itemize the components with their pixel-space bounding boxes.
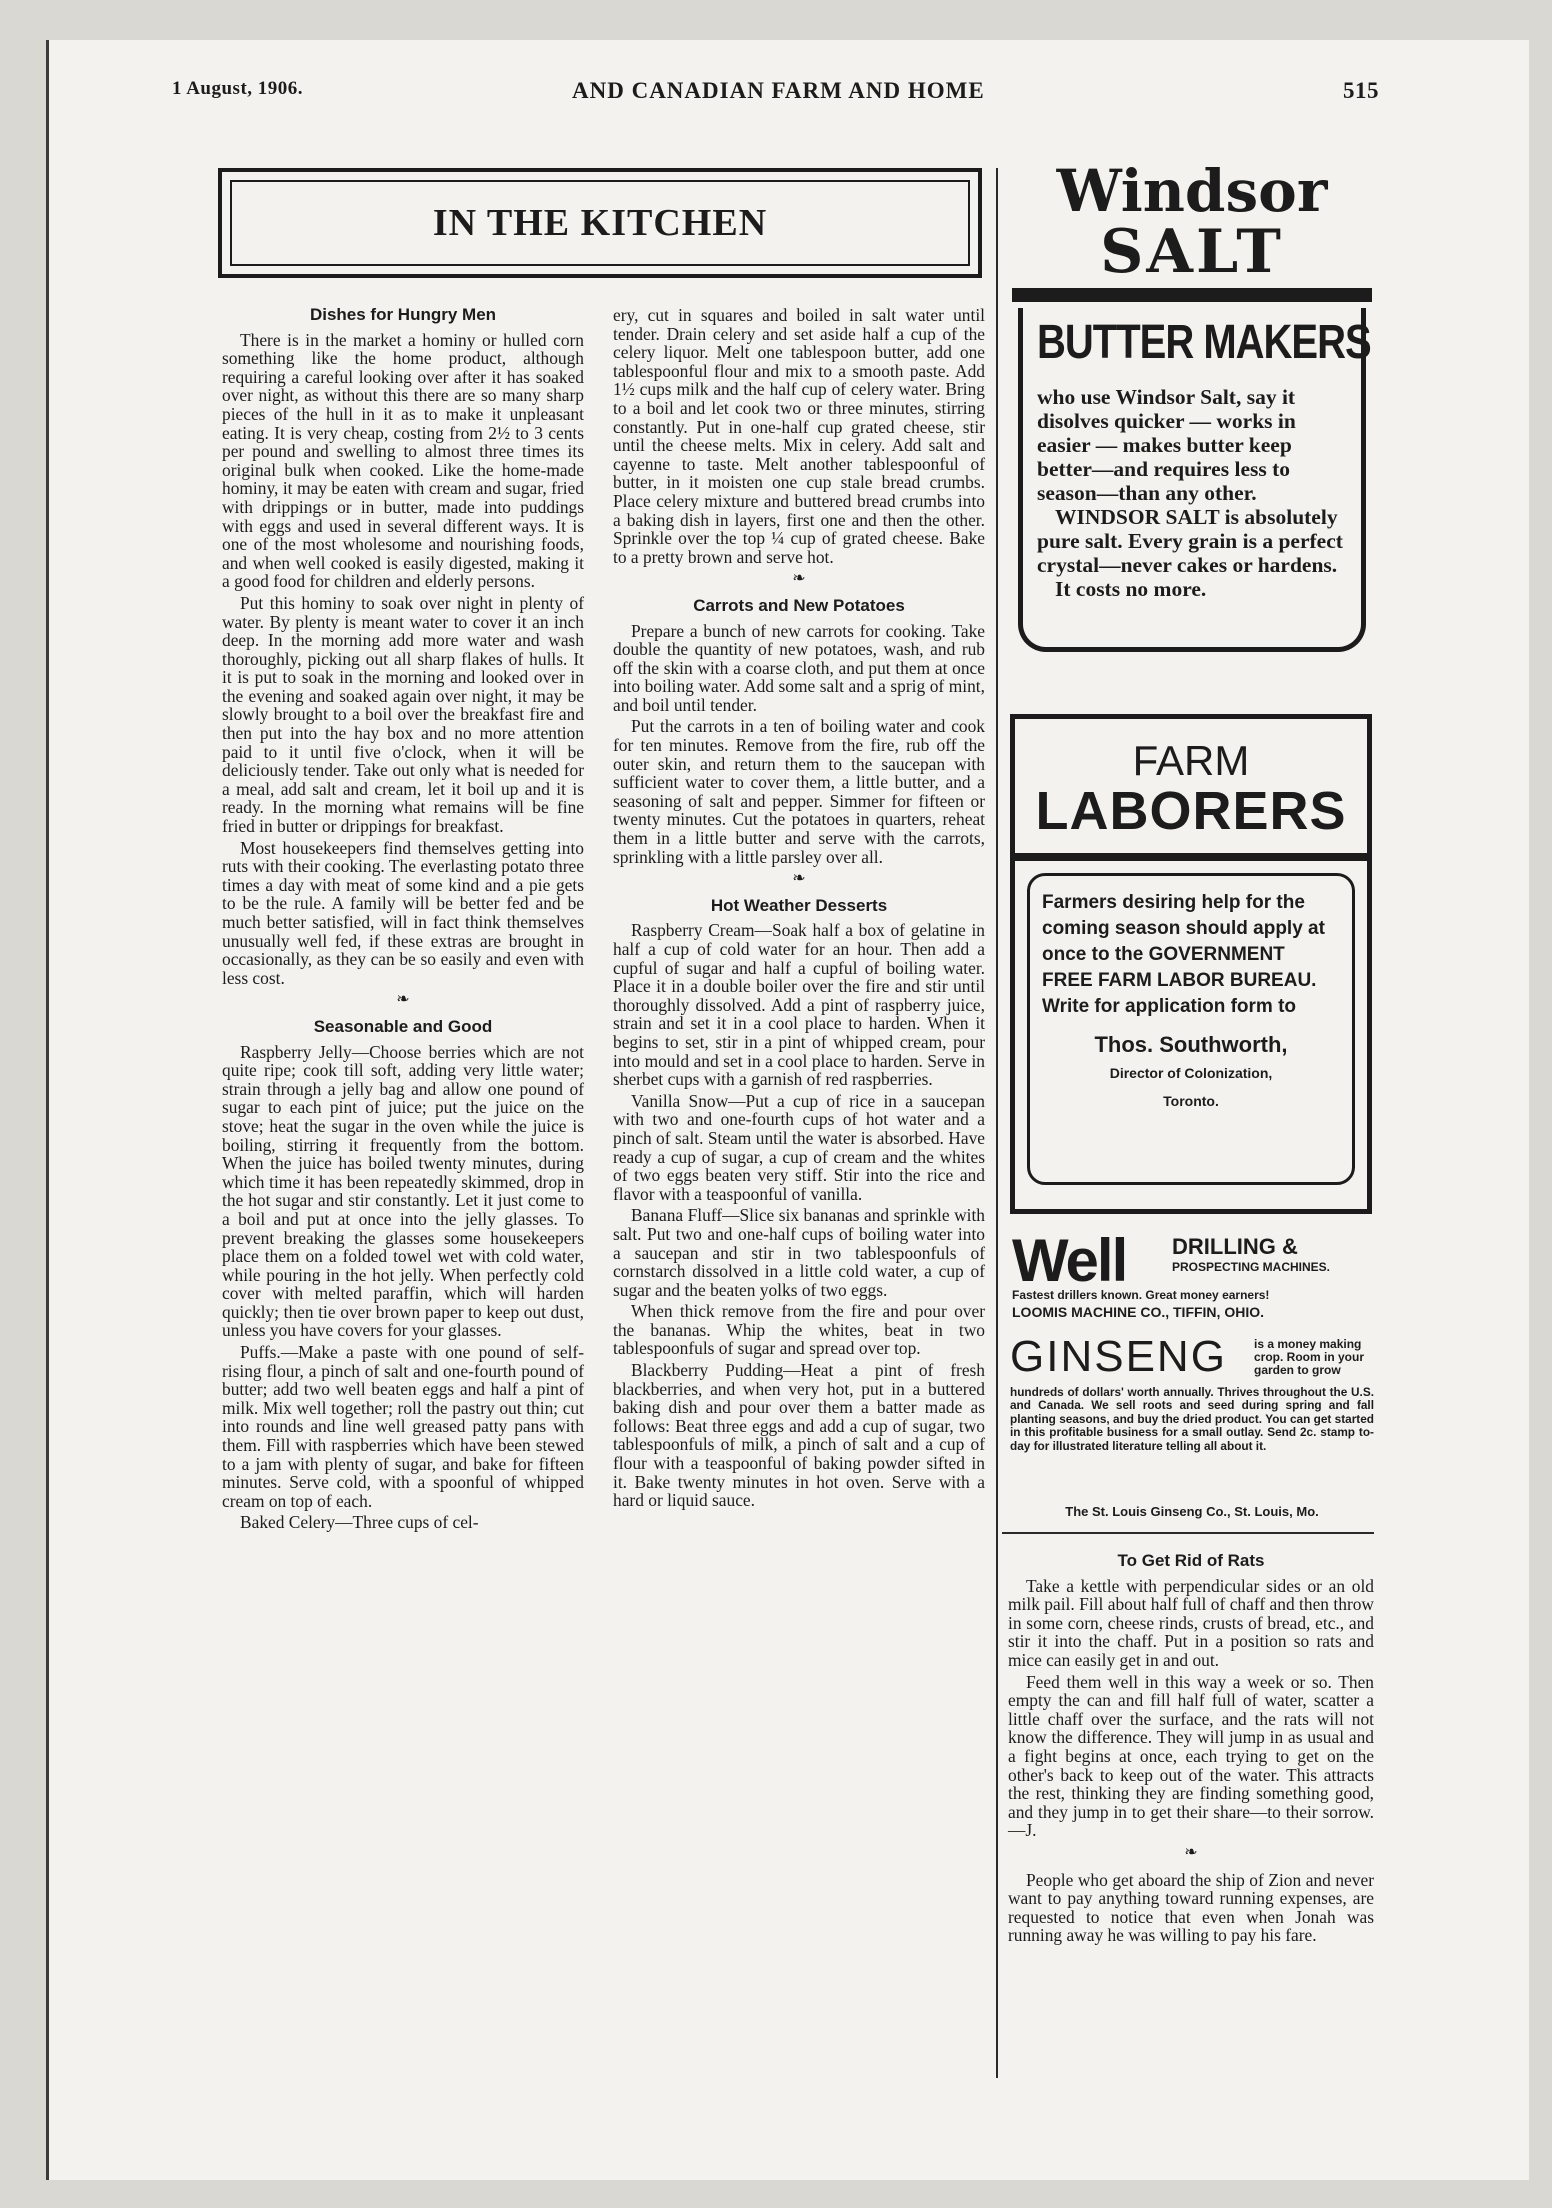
ad-windsor-title: Windsor (1056, 157, 1328, 225)
ad-ginseng-word: GINSENG (1010, 1332, 1227, 1381)
issue-date: 1 August, 1906. (172, 78, 304, 99)
ad-butter-makers: BUTTER MAKERS (1037, 316, 1371, 369)
ad-tagline: Fastest drillers known. Great money earners! (1012, 1288, 1270, 1302)
section-divider (1002, 1532, 1374, 1534)
paragraph: Vanilla Snow—Put a cup of rice in a saucepan with two and one-fourth cups of hot water and a pinch of salt. Steam until the water is absorbed. Have ready a cup of sugar, a cup of cream and the whites of two eggs beaten very stiff. Stir into the rice and flavor with a teaspoonful of vanilla. (613, 1090, 985, 1204)
paragraph: Raspberry Jelly—Choose berries which are not quite ripe; cook till soft, adding very little water; strain through a jelly bag and allow one pound of sugar to each pint of juice; put the juice on the stove; heat the sugar in the oven while the juice is boiling, stirring it frequently from the bottom. When the juice has boiled twenty minutes, during which time it has been repeatedly skimmed, drop in the hot sugar and stir constantly. Let it just come to a boil and put at once into the jelly glasses. To prevent breaking the glasses some housekeepers place them on a folded towel wet with cold water, while pouring in the hot jelly. When perfectly cold cover with melted paraffin, which will harden quickly; then tie over brown paper to keep out dust, unless you have covers for your glasses. (222, 1041, 584, 1341)
ad-laborers-heading: LABORERS (1035, 781, 1347, 841)
ad-rule (1015, 853, 1367, 861)
ad-body (1037, 385, 1347, 601)
ad-well-word: Well (1012, 1227, 1127, 1294)
ad-rule (1012, 288, 1372, 302)
section-title-box (218, 168, 982, 278)
running-title: AND CANADIAN FARM AND HOME (572, 78, 985, 103)
paragraph: Baked Celery—Three cups of cel- (240, 1512, 479, 1533)
section-title: IN THE KITCHEN (432, 202, 768, 244)
paragraph: Puffs.—Make a paste with one pound of self-rising flour, a pinch of salt and one-fourth pound of butter; add two well beaten eggs and half a pint of milk. Mix well together; roll the pastry out thin; cut into rounds and line well greased patty pans with them. Fill with raspberries which have been stewed to a jam with plenty of sugar, and bake for fifteen minutes. Serve cold, with a spoonful of whipped cream on top of each. (222, 1342, 584, 1511)
ad-inner-frame (1027, 873, 1355, 1185)
ad-drilling-text: DRILLING & (1172, 1234, 1298, 1259)
paragraph: Most housekeepers find themselves getting into ruts with their cooking. The everlasting potato three times a day with meat of some kind and a pie gets to be the rule. A family will be better fed and be much better satisfied, will in fact think themselves unusually well fed, if these extras are brought in occasionally, as they can be so easily and even with less cost. (222, 837, 584, 988)
article-heading-carrots: Carrots and New Potatoes (693, 595, 905, 615)
ad-prospecting-text: PROSPECTING MACHINES. (1172, 1260, 1331, 1274)
paragraph: Banana Fluff—Slice six bananas and sprinkle with salt. Put two and one-half cups of boiling water into a saucepan and stir in two tablespoonfuls of cornstarch dissolved in a little cold water, a cup of sugar and the beaten yolks of two eggs. (613, 1205, 985, 1300)
column-1 (222, 300, 584, 1535)
ad-text: It costs no more. (1055, 577, 1207, 601)
paragraph: Put this hominy to soak over night in plenty of water. By plenty is meant water to cover it an inch deep. In the morning add more water and wash thoroughly, picking out all sharp flakes of hulls. It it is put to soak in the morning and looked over in the evening and soaked again over night, it may be slowly brought to a boil over the breakfast fire and then put into the hay box and no more attention paid to it until five o'clock, when it will be deliciously tender. Take out only what is needed for a meal, add salt and cream, let it boil up and it is ready. In the morning what remains will be fine fried in butter or drippings for breakfast. (222, 592, 584, 837)
ad-text: who use Windsor Salt, say it disolves quicker — works in easier — makes butter keep better—and requires less to season—than any other. (1037, 385, 1296, 505)
ad-text: Write for application form to (1042, 996, 1297, 1017)
paragraph: People who get aboard the ship of Zion and never want to pay anything toward running expenses, are requested to notice that even when Jonah was running away he was willing to pay his fare. (1008, 1869, 1374, 1946)
article-heading-desserts: Hot Weather Desserts (710, 895, 888, 915)
paragraph: Prepare a bunch of new carrots for cooking. Take double the quantity of new potatoes, wash, and rub off the skin with a coarse cloth, and put them at once into boiling water. Add some salt and a sprig of mint, and boil until tender. (613, 620, 985, 715)
well-drilling-ad (1012, 1227, 1372, 1320)
fleuron-separator: ❧ (792, 870, 806, 888)
article-heading-seasonable: Seasonable and Good (313, 1016, 493, 1036)
page-number: 515 (1343, 78, 1379, 103)
paragraph: Feed them well in this way a week or so. Then empty the can and fill half full of water, scatter a little chaff over the surface, and the rats will not know the difference. They will jump in as usual and a fight begins at once, each trying to get on the other's back to keep out of the water. This attracts the rest, thinking they are finding something good, and they jump in to get their share—to their sorrow.—J. (1008, 1671, 1374, 1841)
paragraph: ery, cut in squares and boiled in salt water until tender. Drain celery and set aside half a cup of the celery liquor. Melt one tablespoon butter, add one tablespoonful flour and mix to a smooth paste. Add 1½ cups milk and the half cup of celery water. Bring to a boil and let cook two or three minutes, stirring constantly. Put in one-half cup grated cheese, stir until the cheese melts. Mix in celery. Add salt and cayenne to taste. Melt another tablespoonful of butter, in it moisten one cup stale bread crumbs. Place celery mixture and buttered bread crumbs into a baking dish in layers, first one and then the other. Sprinkle over the top ¼ cup of grated cheese. Bake to a pretty brown and serve hot. (613, 305, 985, 567)
article-heading-hungry-men: Dishes for Hungry Men (309, 305, 497, 324)
ad-contact-city: Toronto. (1163, 1093, 1219, 1109)
section-title-inner-frame (230, 180, 970, 266)
column-2 (613, 306, 985, 1513)
fleuron-separator: ❧ (396, 991, 410, 1009)
ad-frame (1018, 308, 1371, 652)
fleuron-separator: ❧ (792, 570, 806, 588)
paragraph: Put the carrots in a ten of boiling water and cook for ten minutes. Remove from the fire, rub off the outer skin, and return them to the saucepan with sufficient water to cover them, a little butter, and a seasoning of salt and pepper. Simmer for fifteen or twenty minutes. Cut the potatoes in quarters, reheat them in a little butter and serve with the carrots, sprinkling with a little parsley over all. (613, 716, 985, 867)
ad-contact-name: Thos. Southworth, (1094, 1032, 1288, 1057)
paragraph: When thick remove from the fire and pour over the bananas. Whip the whites, beat in two tablespoonfuls of sugar and spread over top. (613, 1301, 985, 1359)
paragraph: Take a kettle with perpendicular sides or an old milk pail. Fill about half full of chaff and then throw in some corn, cheese rinds, crusts of bread, etc., and stir it into the chaff. Put in a position so rats and mice can easily get in and out. (1008, 1575, 1374, 1670)
paragraph: There is in the market a hominy or hulled corn something like the home product, although requiring a careful looking over after it has soaked over night, as without this there are so many sharp pieces of the hull in it as to make it unpleasant eating. It is very cheap, costing from 2½ to 3 cents per pound and swelling to almost three times its original bulk when cooked. Like the home-made hominy, it may be eaten with cream and sugar, fried with drippings or in butter, made into puddings with eggs and used in several different ways. It is one of the most wholesome and nourishing foods, and when well cooked is easily digested, making it a good food for children and elderly persons. (222, 329, 584, 592)
column-3 (1008, 1546, 1374, 1948)
ad-farm-heading: FARM (1132, 737, 1250, 784)
article-heading-rats: To Get Rid of Rats (1117, 1551, 1265, 1570)
ad-contact-role: Director of Colonization, (1109, 1065, 1273, 1081)
ad-company: LOOMIS MACHINE CO., TIFFIN, OHIO. (1012, 1304, 1264, 1320)
ad-text: Farmers desiring help for the coming season should apply at once to the GOVERNMENT FREE FARM LABOR BUREAU. (1042, 892, 1325, 991)
ad-body: hundreds of dollars' worth annually. Thrives throughout the U.S. and Canada. We sell roots and seed during spring and fall planting seasons, and buy the dried product. You can get started in this profitable business for a small outlay. Send 2c. stamp to-day for illustrated literature telling all about it. (1010, 1385, 1374, 1453)
paragraph: Blackberry Pudding—Heat a pint of fresh blackberries, and when very hot, put in a buttered baking dish and pour over them a batter made as follows: Beat three eggs and add a cup of sugar, two tablespoonfuls of milk, a pinch of salt and a cup of flour with a teaspoonful of baking powder sifted in it. Bake twenty minutes in hot oven. Serve with a hard or liquid sauce. (613, 1360, 985, 1511)
fleuron-separator: ❧ (1184, 1843, 1198, 1861)
ad-text: WINDSOR SALT is absolutely pure salt. Every grain is a perfect crystal—never cakes or hardens. (1037, 505, 1343, 577)
paragraph: Raspberry Cream—Soak half a box of gelatine in half a cup of cold water for an hour. Then add a cupful of sugar and half a cupful of boiling water. Place it in a double boiler over the fire and stir until thoroughly dissolved. Add a pint of raspberry juice, strain and set it in a cool place to harden. When it begins to set, stir in a pint of whipped cream, pour into mould and set in a cool place to harden. Serve in sherbet cups with a garnish of red raspberries. (613, 920, 985, 1090)
ad-salt-word: SALT (1100, 217, 1284, 287)
column-divider (996, 168, 998, 2078)
ad-side-text: is a money making crop. Room in your garden to grow (1254, 1337, 1365, 1377)
ad-company: The St. Louis Ginseng Co., St. Louis, Mo. (1065, 1504, 1319, 1519)
windsor-salt-ad (1012, 157, 1372, 700)
farm-laborers-ad (1010, 714, 1372, 1214)
